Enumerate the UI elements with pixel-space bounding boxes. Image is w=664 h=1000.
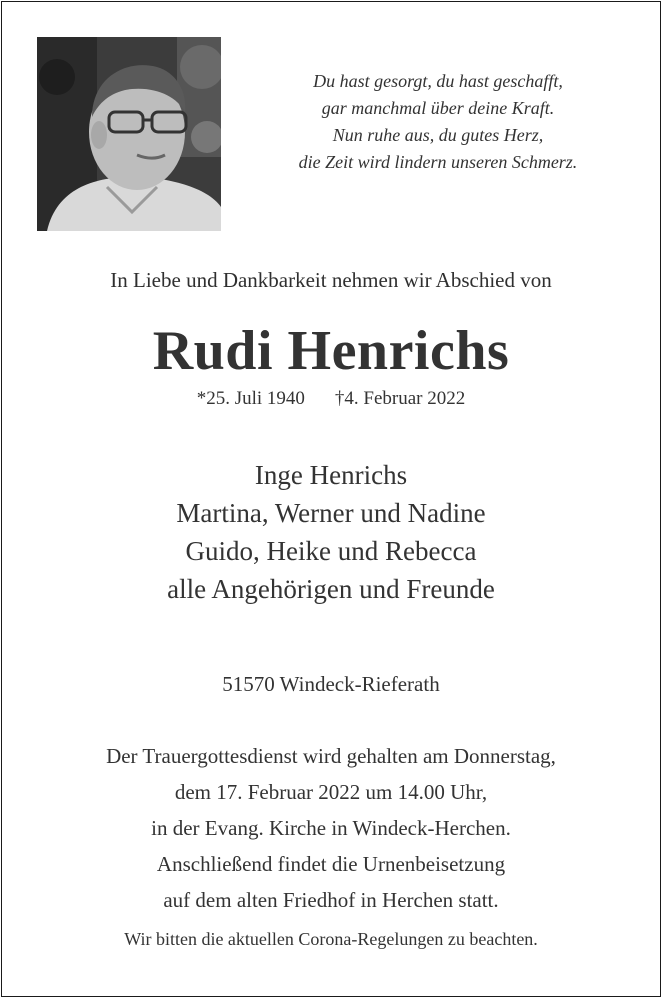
portrait-photo xyxy=(37,37,221,231)
mourner-line: Martina, Werner und Nadine xyxy=(176,498,486,528)
poem-line: gar manchmal über deine Kraft. xyxy=(321,98,555,118)
service-details xyxy=(2,738,660,918)
poem xyxy=(242,68,634,176)
service-line: in der Evang. Kirche in Windeck-Herchen. xyxy=(151,816,511,840)
service-line: dem 17. Februar 2022 um 14.00 Uhr, xyxy=(174,780,488,804)
obituary-notice xyxy=(1,1,661,997)
deceased-name: Rudi Henrichs xyxy=(152,320,510,382)
service-line: auf dem alten Friedhof in Herchen statt. xyxy=(163,888,499,912)
poem-line: die Zeit wird lindern unseren Schmerz. xyxy=(298,152,578,172)
service-line: Anschließend findet die Urnenbeisetzung xyxy=(156,852,506,876)
life-dates xyxy=(2,388,660,410)
mourners-list xyxy=(2,456,660,608)
mourner-line: Inge Henrichs xyxy=(254,460,408,490)
birth-date: *25. Juli 1940 xyxy=(196,388,305,409)
corona-notice: Wir bitten die aktuellen Corona-Regelungen zu beachten. xyxy=(124,929,538,949)
intro-text: In Liebe und Dankbarkeit nehmen wir Abschied von xyxy=(110,268,552,292)
mourner-line: Guido, Heike und Rebecca xyxy=(185,536,477,566)
death-date: †4. Februar 2022 xyxy=(334,388,466,409)
place-address: 51570 Windeck-Rieferath xyxy=(222,672,440,696)
mourner-line: alle Angehörigen und Freunde xyxy=(167,574,495,604)
service-line: Der Trauergottesdienst wird gehalten am Donnerstag, xyxy=(106,744,556,768)
poem-line: Nun ruhe aus, du gutes Herz, xyxy=(332,125,544,145)
poem-line: Du hast gesorgt, du hast geschafft, xyxy=(313,71,563,91)
